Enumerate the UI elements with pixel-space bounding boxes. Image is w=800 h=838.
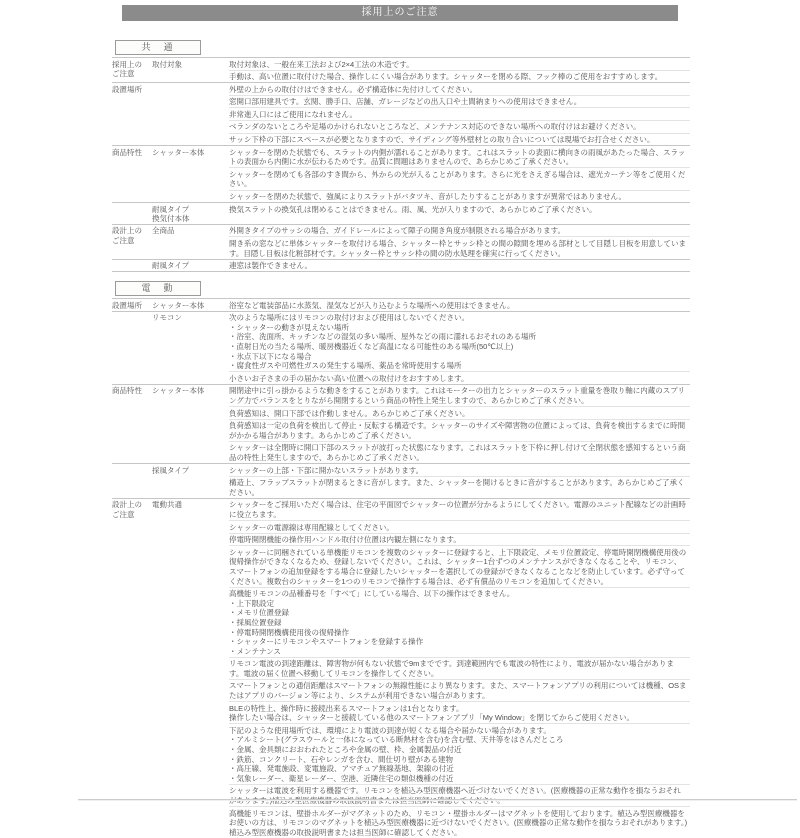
group-category-label [112,464,152,498]
table-group [112,498,690,838]
row-text: 非常進入口にはご使用になれません。 [229,109,357,119]
row-text: 下記のような使用場所では、環境により電波の到達が短くなる場合や届かない場合があります。 ・アルミシート(グラスウールと一体になっている断熱材を含む)を含む壁、天井等をはさんだところ ・金属、金具類におおわれたところや金属の壁、枠、金属製品の付近 ・鉄筋、コンクリート、石やレンガを含む、間仕切り壁がある建物 ・高圧線、発電施設、変電施設、アマチュア無線基地、架線の付近 ・気象レーダー、衛星レーダー、空港、近隣住宅の類似機種の付近 [229,725,564,783]
row-text: シャッターの上部・下部に開かないスラットがあります。 [229,465,424,475]
table-row [229,190,690,203]
group-subcategory-label [152,83,229,145]
row-text: 外壁の上からの取付けはできません。必ず構造体に先付けしてください。 [229,84,477,94]
table-row [229,299,690,311]
table-group [112,463,690,498]
table-group [112,57,690,82]
table-row [229,441,690,463]
group-rows [229,225,690,259]
table-row [229,120,690,133]
table-row [229,95,690,108]
group-category-label [112,203,152,224]
row-text: 小さいお子さまの手の届かない高い位置への取付けをおすすめします。 [229,373,469,383]
group-rows [229,299,690,311]
group-rows [229,58,690,82]
table-row [229,146,690,167]
row-text: 換気スラットの換気孔は閉めることはできません。雨、風、光が入りますので、あらかじめご了承ください。 [229,204,597,214]
table-row [229,107,690,120]
page-title: 採用上のご注意 [122,5,678,21]
table-row [229,587,690,657]
group-subcategory-label: 電動共通 [152,500,182,510]
table-row [229,520,690,533]
table-row [229,499,690,520]
table-row [229,236,690,258]
table-row [229,533,690,546]
section-label: 電 動 [115,281,201,296]
group-category-label: 商品特性 [112,147,142,157]
group-category-label: 設置場所 [112,300,142,310]
table-row [229,476,690,498]
group-category-label [112,312,152,384]
row-text: 外開きタイプのサッシの場合、ガイドレールによって障子の開き角度が制限される場合があります。 [229,226,565,236]
table-group [112,298,690,311]
table-row [229,784,690,806]
group-rows [229,312,690,384]
row-text: 停電時開閉機能の操作用ハンドル取付け位置は内観左側になります。 [229,535,461,545]
notice-table [112,298,690,838]
table-group [112,145,690,202]
notice-tables [112,40,690,838]
table-row [229,385,690,406]
row-text: シャッターは電波を利用する機器です。リモコンを植込み型医療機器へ近づけないでください。(医療機器の正常な動作を損なうおそれがあります。)植込み型医療機器の取扱説明書または担当医師に確認してください。 [229,786,681,805]
group-category-label: 商品特性 [112,386,142,396]
table-row [229,406,690,419]
row-text: シャッターをご採用いただく場合は、住宅の平面図でシャッターの位置が分かるようにしてください。電源のユニット配線などの計画時に役立ちます。 [229,500,686,519]
table-row [229,701,690,723]
group-rows [229,203,690,224]
row-text: 手動は、高い位置に取付けた場合、操作しにくい場合があります。シャッターを閉める際、フック棒のご使用をおすすめします。 [229,72,663,82]
group-subcategory-label: シャッター本体 [152,147,205,157]
row-text: シャッターに同梱されている単機能リモコンを複数のシャッターに登録すると、上下限設定、メモリ位置設定、停電時開閉機構使用後の復帰操作ができなくなるため、登録しないでください。これは、シャッター1台ずつのメンテナンスができなくなることや、リモコン、スマートフォンの追加登録をする場合に登録したいシャッターを選択しての登録ができなくなることなどを防止しています。必ず守ってください。複数台のシャッターを1つのリモコンで操作する場合は、必ず有償品のリモコンを追加してください。 [229,547,687,586]
row-text: リモコン電波の到達距離は、障害物が何もない状態で9mまでです。到達範囲内でも電波の特性により、電波が届かない場合があります。電波の届く位置へ移動してリモコンを操作してください。 [229,659,674,678]
table-row [229,657,690,679]
table-row [229,260,690,272]
group-subcategory-label: 耐風タイプ 換気付本体 [152,204,190,224]
table-group [112,311,690,384]
table-group [112,384,690,463]
table-row [229,419,690,441]
group-category-label [112,260,152,272]
table-row [229,464,690,476]
group-rows [229,464,690,498]
group-subcategory-label: リモコン [152,313,182,323]
table-row [229,83,690,95]
group-rows [229,385,690,463]
row-text: 高機能リモコンの品種番号を「すべて」にしている場合、以下の操作はできません。 ・上下限設定 ・メモリ位置登録 ・採風位置登録 ・停電時開閉機構使用後の復帰操作 ・シャッターにリモコンやスマートフォンを登録する操作 ・メンテナンス [229,589,515,656]
table-row [229,203,690,215]
row-text: シャッターを閉めても各部のすき間から、外からの光が入ることがあります。さらに光をさえぎる場合は、遮光カーテン等をご使用ください。 [229,169,686,189]
row-text: 開閉途中に引っ掛かるような動きをすることがあります。これはモーターの出力とシャッターのスラット重量を巻取り軸に内蔵のスプリング力でバランスをとりながら開閉するという商品の特性上発生しますので、あらかじめご了承ください。 [229,386,685,406]
row-text: シャッターの電源線は専用配線としてください。 [229,522,394,532]
bottom-divider [78,799,797,800]
group-subcategory-label: 耐風タイプ [152,261,190,271]
table-row [229,723,690,784]
table-row [229,679,690,701]
group-rows [229,260,690,272]
row-text: 高機能リモコンは、壁掛ホルダーがマグネットのため、リモコン・壁掛ホルダーはマグネットを使用しております。植込み型医療機器をお使いの方は、リモコンのマグネットを植込み型医療機器に近づけないでください。(医療機器の正常な動作を損なうおそれがあります。)植込み型医療機器の取扱説明書または担当医師に確認してください。 [229,808,688,837]
group-subcategory-label: シャッター本体 [152,300,205,310]
row-text: シャッターは全閉時に開口下部のスラットが波打った状態になります。これはスラットを下枠に押し付けて全閉状態を感知するという商品の特性上発生しますので、あらかじめご了承ください。 [229,443,686,462]
group-category-label: 設計上の ご注意 [112,500,142,519]
table-row [229,133,690,146]
row-text: 連窓は製作できません。 [229,261,312,271]
row-text: 次のような場所にはリモコンの取付けおよび使用はしないでください。 ・シャッターの動きが見えない場所 ・浴室、洗面所、キッチンなどの湿気の多い場所、屋外などの雨に濡れるおそれのある場所 ・直射日光の当たる場所、暖房機器近くなど高温になる可能性のある場所(50℃以上) ・氷点下以下になる場合 ・腐食性ガスや可燃性ガスの発生する場所、薬品を常時使用する場所 [229,313,536,371]
row-text: 浴室など電装部品に水蒸気、湿気などが入り込むような場所への使用はできません。 [229,300,515,310]
table-group [112,259,690,272]
notice-document-page [0,5,800,837]
row-text: サッシ下枠の下部にスペースが必要となりますので、サイディング等外壁材との取り合いについては現場でお打合せください。 [229,135,655,145]
table-row [229,58,690,70]
row-text: 開き系の窓などに単体シャッターを取付ける場合、シャッター枠とサッシ枠との間の隙間を埋める部材として目隠し目板を用意しています。目隠し目板は化粧部材です。シャッター枠とサッシ枠の間の防水処理を確実に行ってください。 [229,238,687,258]
group-subcategory-label: 全商品 [152,226,175,236]
row-text: シャッターを閉めた状態でも、スラットの内側が濡れることがあります。これはスラットの表面に横向きの雨風があたった場合、スラットの表面から内側に水が伝わるためです。品質に問題はありませんので、あらかじめご了承ください。 [229,147,686,167]
table-row [229,167,690,189]
row-text: BLEの特性上、操作時に接続出来るスマートフォンは1台となります。 操作したい場合は、シャッターと接続している他のスマートフォンアプリ「My Window」を閉じてからご使用ください。 [229,703,635,723]
table-row [229,806,690,838]
group-rows [229,146,690,202]
group-rows [229,499,690,838]
table-row [229,312,690,372]
table-row [229,225,690,237]
section-label: 共 通 [115,40,201,55]
notice-table [112,57,690,272]
table-row [229,371,690,384]
group-subcategory-label: 採風タイプ [152,465,190,475]
row-text: ベランダのないところや足場のかけられないところなど、メンテナンス対応のできない場所への取付けはお避けください。 [229,122,641,132]
group-subcategory-label: 取付対象 [152,59,182,69]
group-category-label: 採用上の ご注意 [112,59,142,79]
table-row [229,545,690,586]
table-row [229,70,690,83]
row-text: 負荷感知は、開口下部では作動しません。あらかじめご了承ください。 [229,408,470,418]
table-group [112,224,690,259]
row-text: 構造上、フラップスラットが閉まるときに音がします。また、シャッターを開けるときに音がすることがあります。あらかじめご了承ください。 [229,478,685,497]
row-text: シャッターを閉めた状態で、強風によりスラットがバタツキ、音がしたりすることがありますが異常ではありません。 [229,192,626,202]
table-group [112,82,690,145]
group-rows [229,83,690,145]
group-subcategory-label: シャッター本体 [152,386,205,396]
row-text: 窓開口部用建具です。玄関、勝手口、店舗、ガレージなどの出入口や土間納まりへの使用はできません。 [229,97,582,107]
row-text: 取付対象は、一般在来工法および2×4工法の木造です。 [229,59,414,69]
row-text: 負荷感知は一定の負荷を検出して停止・反転する構造です。シャッターのサイズや障害物の位置によっては、負荷を検出するまでに時間がかかる場合があります。あらかじめご了承ください。 [229,421,686,440]
group-category-label: 設置場所 [112,84,142,94]
table-group [112,202,690,224]
row-text: スマートフォンとの通信距離はスマートフォンの無線性能により異なります。また、スマートフォンアプリの利用については機種、OSまたはアプリのバージョン等により、システムが利用できない場合があります。 [229,681,687,701]
group-category-label: 設計上の ご注意 [112,226,142,245]
